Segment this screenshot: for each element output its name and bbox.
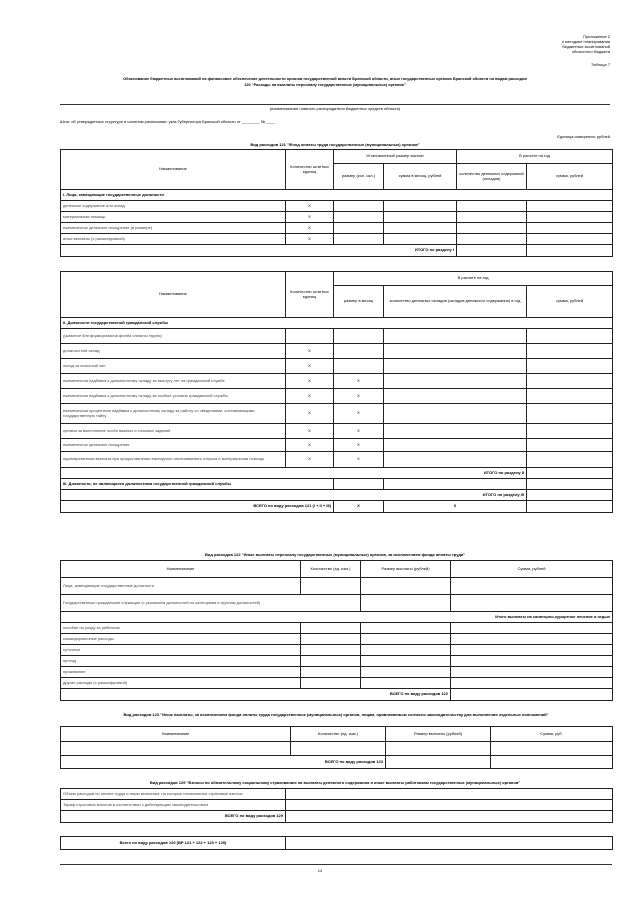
col-size-header: Размер выплаты (рублей) [386, 727, 491, 742]
table-122 [60, 560, 613, 701]
col-established-header: Установленный размер выплат [334, 150, 457, 164]
row-name: ежемесячная процентная надбавка к должностному окладу за работу со сведениями, составляющими государственную тайну [61, 404, 286, 424]
summary-table [60, 836, 613, 850]
row-units: X [286, 389, 334, 404]
table-row [61, 678, 613, 689]
total-row: ВСЕГО по виду расходов 122 [61, 689, 451, 701]
total-row: ИТОГО по разделу II [61, 468, 527, 479]
grand-total-row: ВСЕГО по виду расходов 121 (I + II + III) [61, 501, 334, 513]
col-units-header: Количество штатных единиц [286, 150, 334, 190]
row-name: Объем расходов по оплате труда и иным выплатам, на которые начисляются страховые взносы [61, 789, 286, 800]
structure-basis: Штат. об утвержденных структуре и штатном расписании: указ Губернатора Брянской области от ________ № ____ [60, 119, 276, 124]
table-row [61, 789, 613, 800]
table-129 [60, 788, 613, 823]
section-title: II. Должности государственной гражданской службы [61, 318, 613, 329]
row-mark: X [286, 212, 334, 223]
table-row [61, 374, 613, 389]
table-row [61, 578, 613, 595]
table-row [61, 404, 613, 424]
table-121-caption: Вид расходов 121 "Фонд оплаты труда государственных (муниципальных) органов" [250, 142, 420, 147]
table-129-caption: Вид расходов 129 "Взносы по обязательному социальному страхованию на выплаты денежного содержания и иные выплаты работникам государственных (муниципальных) органов" [149, 780, 521, 785]
total-row: ВСЕГО по виду расходов 129 [61, 811, 286, 823]
appendix-line: Приложение 2 [583, 34, 610, 39]
col-units-header: Количество штатных единиц [286, 272, 334, 318]
col-name-header: Наименование [61, 272, 286, 318]
appendix-line: областного бюджета [571, 49, 610, 54]
row-units: X [286, 439, 334, 452]
table-row [61, 223, 613, 234]
row-name: Государственные гражданские служащие (с указанием должностей по категориям и группам должностей) [61, 595, 361, 612]
row-name: проживание [61, 667, 301, 678]
row-name: премии за выполнение особо важных и сложных заданий [61, 424, 286, 439]
row-name: ежемесячное денежное поощрение (в размере) [61, 223, 286, 234]
table-row [61, 389, 613, 404]
table-row [61, 424, 613, 439]
col-peryear-header: В расчете на год [457, 150, 613, 164]
document-title: Обоснование бюджетных ассигнований на финансовое обеспечение деятельности органов государственной власти Брянской области, иных государственных органов Брянской области по видам расходов [123, 76, 527, 81]
row-month: X [334, 374, 384, 389]
col-count-header: количество денежных окладов (окладов денежного содержания) в год [384, 286, 527, 318]
row-mark: X [286, 234, 334, 245]
table-121-officials [60, 149, 613, 257]
summary-label: Всего по виду расходов 120 (ВР 121 + 122 + 123 + 129) [61, 837, 286, 850]
row-name: Лица, замещающие государственные должности [61, 578, 301, 595]
unit-label: Единица измерения: рублей [557, 134, 610, 139]
row-name: суточные [61, 645, 301, 656]
appendix-line: бюджетных ассигнований [562, 44, 610, 49]
appendix-line: к методике планирования [562, 39, 610, 44]
col-name-header: Наименование [61, 727, 291, 742]
col-sum-header: сумма, рублей [527, 286, 613, 318]
row-name: иные выплаты (с расшифровкой) [61, 234, 286, 245]
row-units: X [286, 424, 334, 439]
table-row [61, 329, 613, 344]
table-row [61, 623, 613, 634]
table-123 [60, 726, 613, 769]
total-row: ИТОГО по разделу I [61, 245, 457, 257]
row-name: пособие по уходу за ребенком [61, 623, 301, 634]
total-row: ВСЕГО по виду расходов 123 [61, 756, 386, 769]
total-row: ИТОГО по разделу III [61, 490, 527, 501]
col-count-header: количество денежных содержаний (окладов) [457, 164, 527, 190]
table-row [61, 800, 613, 811]
table-row [61, 452, 613, 468]
document-subtitle: 120 "Расходы на выплаты персоналу государственных (муниципальных) органов" [244, 82, 406, 87]
row-month: X [334, 389, 384, 404]
footer-line [60, 864, 612, 865]
appendix-block [490, 34, 610, 54]
table-row [61, 634, 613, 645]
table-row [61, 234, 613, 245]
row-mark: X [286, 201, 334, 212]
col-month-header: размер в месяц [334, 286, 384, 318]
table-row [61, 742, 613, 756]
row-units: X [286, 344, 334, 359]
table-row [61, 359, 613, 374]
row-units: X [286, 374, 334, 389]
table-number: Таблица 7 [590, 62, 610, 67]
table-row [61, 645, 613, 656]
row-name: оклад за классный чин [61, 359, 286, 374]
col-qty-header: Количество (ед. изм.) [291, 727, 386, 742]
col-name-header: Наименование [61, 150, 286, 190]
col-sum-header: Сумма, рублей [451, 561, 613, 578]
table-row [61, 595, 613, 612]
row-name: ежемесячное денежное поощрение [61, 439, 286, 452]
table-row [61, 212, 613, 223]
col-size-header: размер (кол. окл.) [334, 164, 384, 190]
row-month [334, 329, 384, 344]
grand-mark: X [334, 501, 384, 513]
row-month: X [334, 404, 384, 424]
row-month: X [334, 424, 384, 439]
row-units: X [286, 359, 334, 374]
row-month [334, 359, 384, 374]
row-name: другие расходы (с расшифровкой) [61, 678, 301, 689]
col-qty-header: Количество (ед. изм.) [301, 561, 361, 578]
row-name: (указание для формирования фонда оплаты труда) [61, 329, 286, 344]
row-month: X [334, 439, 384, 452]
table-row [61, 656, 613, 667]
row-name: должностной оклад [61, 344, 286, 359]
row-name: проезд [61, 656, 301, 667]
org-caption: (наименование главного распорядителя бюджетных средств области) [269, 106, 401, 111]
col-sum-header: Сумма, руб. [491, 727, 613, 742]
col-peryear-header: В расчете на год [334, 272, 613, 286]
row-units [286, 329, 334, 344]
table-row [61, 439, 613, 452]
row-name: ежемесячная надбавка к должностному окладу за особые условия гражданской службы [61, 389, 286, 404]
row-name: денежное содержание или оклад [61, 201, 286, 212]
subtotal-row: Итого выплаты на санаторно-курортное лечение и отдых [61, 612, 613, 623]
row-name: командировочные расходы [61, 634, 301, 645]
row-name: материальная помощь [61, 212, 286, 223]
grand-mark: X [384, 501, 527, 513]
row-month [334, 344, 384, 359]
table-row [61, 201, 613, 212]
row-mark: X [286, 223, 334, 234]
row-name: единовременная выплата при предоставлении ежегодного оплачиваемого отпуска и материальная помощь [61, 452, 286, 468]
page-number: 14 [317, 868, 323, 873]
section-title: I. Лица, замещающие государственные должности [61, 190, 613, 201]
table-row [61, 667, 613, 678]
col-sum-month-header: сумма в месяц, рублей [384, 164, 457, 190]
col-name-header: Наименование [61, 561, 301, 578]
row-name: ежемесячная надбавка к должностному окладу за выслугу лет на гражданской службе [61, 374, 286, 389]
table-row [61, 344, 613, 359]
org-line [60, 104, 610, 105]
col-size-header: Размер выплаты (рублей) [361, 561, 451, 578]
table-122-caption: Вид расходов 122 "Иные выплаты персоналу государственных (муниципальных) органов, за исключением фонда оплаты труда" [205, 552, 465, 557]
section-title: III. Должности, не являющиеся должностями государственной гражданской службы [61, 479, 334, 490]
col-sum-header: сумма, рублей [527, 164, 613, 190]
table-123-caption: Вид расходов 123 "Иные выплаты, за исключением фонда оплаты труда государственных (муниципальных) органов, лицам, привлекаемым согласно законодательству для выполнения отдельных полномочий" [123, 712, 549, 717]
table-121-civil-service [60, 271, 613, 513]
row-month: X [334, 452, 384, 468]
row-units: X [286, 404, 334, 424]
row-name: Тариф страховых взносов в соответствии с действующим законодательством [61, 800, 286, 811]
row-units: X [286, 452, 334, 468]
